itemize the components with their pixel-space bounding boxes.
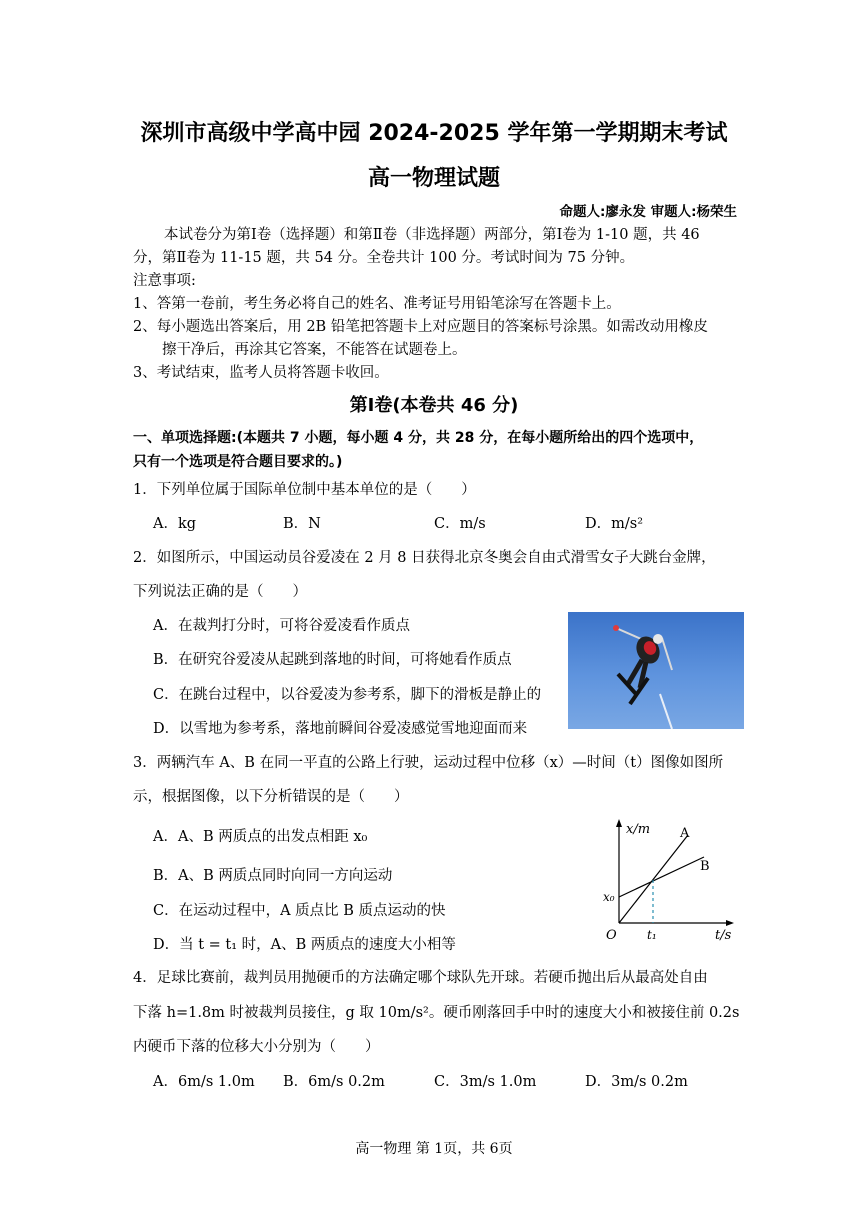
q3-stem-2: 示，根据图像，以下分析错误的是（ ）: [133, 789, 409, 805]
notice-2b: 擦干净后，再涂其它答案，不能答在试题卷上。: [162, 342, 467, 358]
t1-label: t₁: [647, 928, 657, 942]
q1-option-d: D．m/s²: [585, 516, 644, 532]
x-axis-label: t/s: [715, 928, 732, 943]
q4-stem-1: 4．足球比赛前，裁判员用抛硬币的方法确定哪个球队先开球。若硬币抛出后从最高处自由: [133, 970, 708, 986]
line-a: [619, 835, 688, 923]
q2-option-d: D．以雪地为参考系，落地前瞬间谷爱凌感觉雪地迎面而来: [153, 721, 528, 737]
q3-option-d: D．当 t = t₁ 时，A、B 两质点的速度大小相等: [153, 937, 456, 953]
notice-1: 1、答第一卷前，考生务必将自己的姓名、准考证号用铅笔涂写在答题卡上。: [133, 296, 621, 312]
part-instruction-1: 一、单项选择题:(本题共 7 小题，每小题 4 分，共 28 分，在每小题所给出的四个选项中，: [133, 430, 704, 446]
q1-option-a: A．kg: [153, 516, 197, 532]
skier-photo: [568, 612, 744, 729]
q4-option-b: B．6m/s 0.2m: [283, 1074, 385, 1090]
q3-option-b: B．A、B 两质点同时向同一方向运动: [153, 868, 393, 884]
q3-option-c: C．在运动过程中，A 质点比 B 质点运动的快: [153, 903, 446, 919]
line-b-label: B: [700, 859, 710, 874]
x0-label: x₀: [603, 890, 615, 904]
part-instruction-2: 只有一个选项是符合题目要求的。): [133, 454, 343, 470]
x-axis-arrow: [726, 920, 734, 926]
q2-stem-1: 2．如图所示，中国运动员谷爱凌在 2 月 8 日获得北京冬奥会自由式滑雪女子大跳台金牌，: [133, 550, 716, 566]
notice-3: 3、考试结束，监考人员将答题卡收回。: [133, 365, 389, 381]
author-line: 命题人:廖永发 审题人:杨荣生: [559, 204, 737, 220]
exam-subtitle: 高一物理试题: [367, 166, 500, 191]
q2-option-a: A．在裁判打分时，可将谷爱凌看作质点: [153, 618, 410, 634]
y-axis-label: x/m: [626, 822, 651, 837]
origin-label: O: [606, 928, 617, 943]
q3-stem-1: 3．两辆汽车 A、B 在同一平直的公路上行驶，运动过程中位移（x）—时间（t）图像如图所: [133, 755, 724, 771]
line-b: [619, 857, 704, 897]
q1-option-c: C．m/s: [434, 516, 486, 532]
exam-title: 深圳市高级中学高中园 2024-2025 学年第一学期期末考试: [140, 121, 728, 146]
q4-stem-2: 下落 h=1.8m 时被裁判员接住，g 取 10m/s²。硬币刚落回手中时的速度大小和被接住前 0.2s: [133, 1005, 740, 1021]
q4-option-a: A．6m/s 1.0m: [153, 1074, 255, 1090]
q3-option-a: A．A、B 两质点的出发点相距 x₀: [153, 829, 368, 845]
q4-option-c: C．3m/s 1.0m: [434, 1074, 537, 1090]
y-axis-arrow: [616, 819, 622, 827]
notice-2a: 2、每小题选出答案后，用 2B 铅笔把答题卡上对应题目的答案标号涂黑。如需改动用橡皮: [133, 319, 708, 335]
page-footer: 高一物理 第 1页，共 6页: [355, 1141, 513, 1157]
q2-option-b: B．在研究谷爱凌从起跳到落地的时间，可将她看作质点: [153, 652, 512, 668]
line-a-label: A: [680, 826, 690, 841]
q1-stem: 1．下列单位属于国际单位制中基本单位的是（ ）: [133, 482, 476, 498]
xt-graph: [600, 815, 760, 945]
section-heading: 第Ⅰ卷(本卷共 46 分): [349, 395, 519, 416]
q4-stem-3: 内硬币下落的位移大小分别为（ ）: [133, 1039, 380, 1055]
notice-title: 注意事项:: [133, 273, 196, 289]
intro-line-2: 分，第Ⅱ卷为 11-15 题，共 54 分。全卷共计 100 分。考试时间为 75 分钟。: [133, 250, 635, 266]
q2-option-c: C．在跳台过程中，以谷爱凌为参考系，脚下的滑板是静止的: [153, 687, 542, 703]
skier-illustration: [568, 612, 744, 729]
q1-option-b: B．N: [283, 516, 321, 532]
intro-line-1: 本试卷分为第Ⅰ卷（选择题）和第Ⅱ卷（非选择题）两部分，第Ⅰ卷为 1-10 题，共 46: [164, 227, 700, 243]
q2-stem-2: 下列说法正确的是（ ）: [133, 584, 307, 600]
q4-option-d: D．3m/s 0.2m: [585, 1074, 688, 1090]
